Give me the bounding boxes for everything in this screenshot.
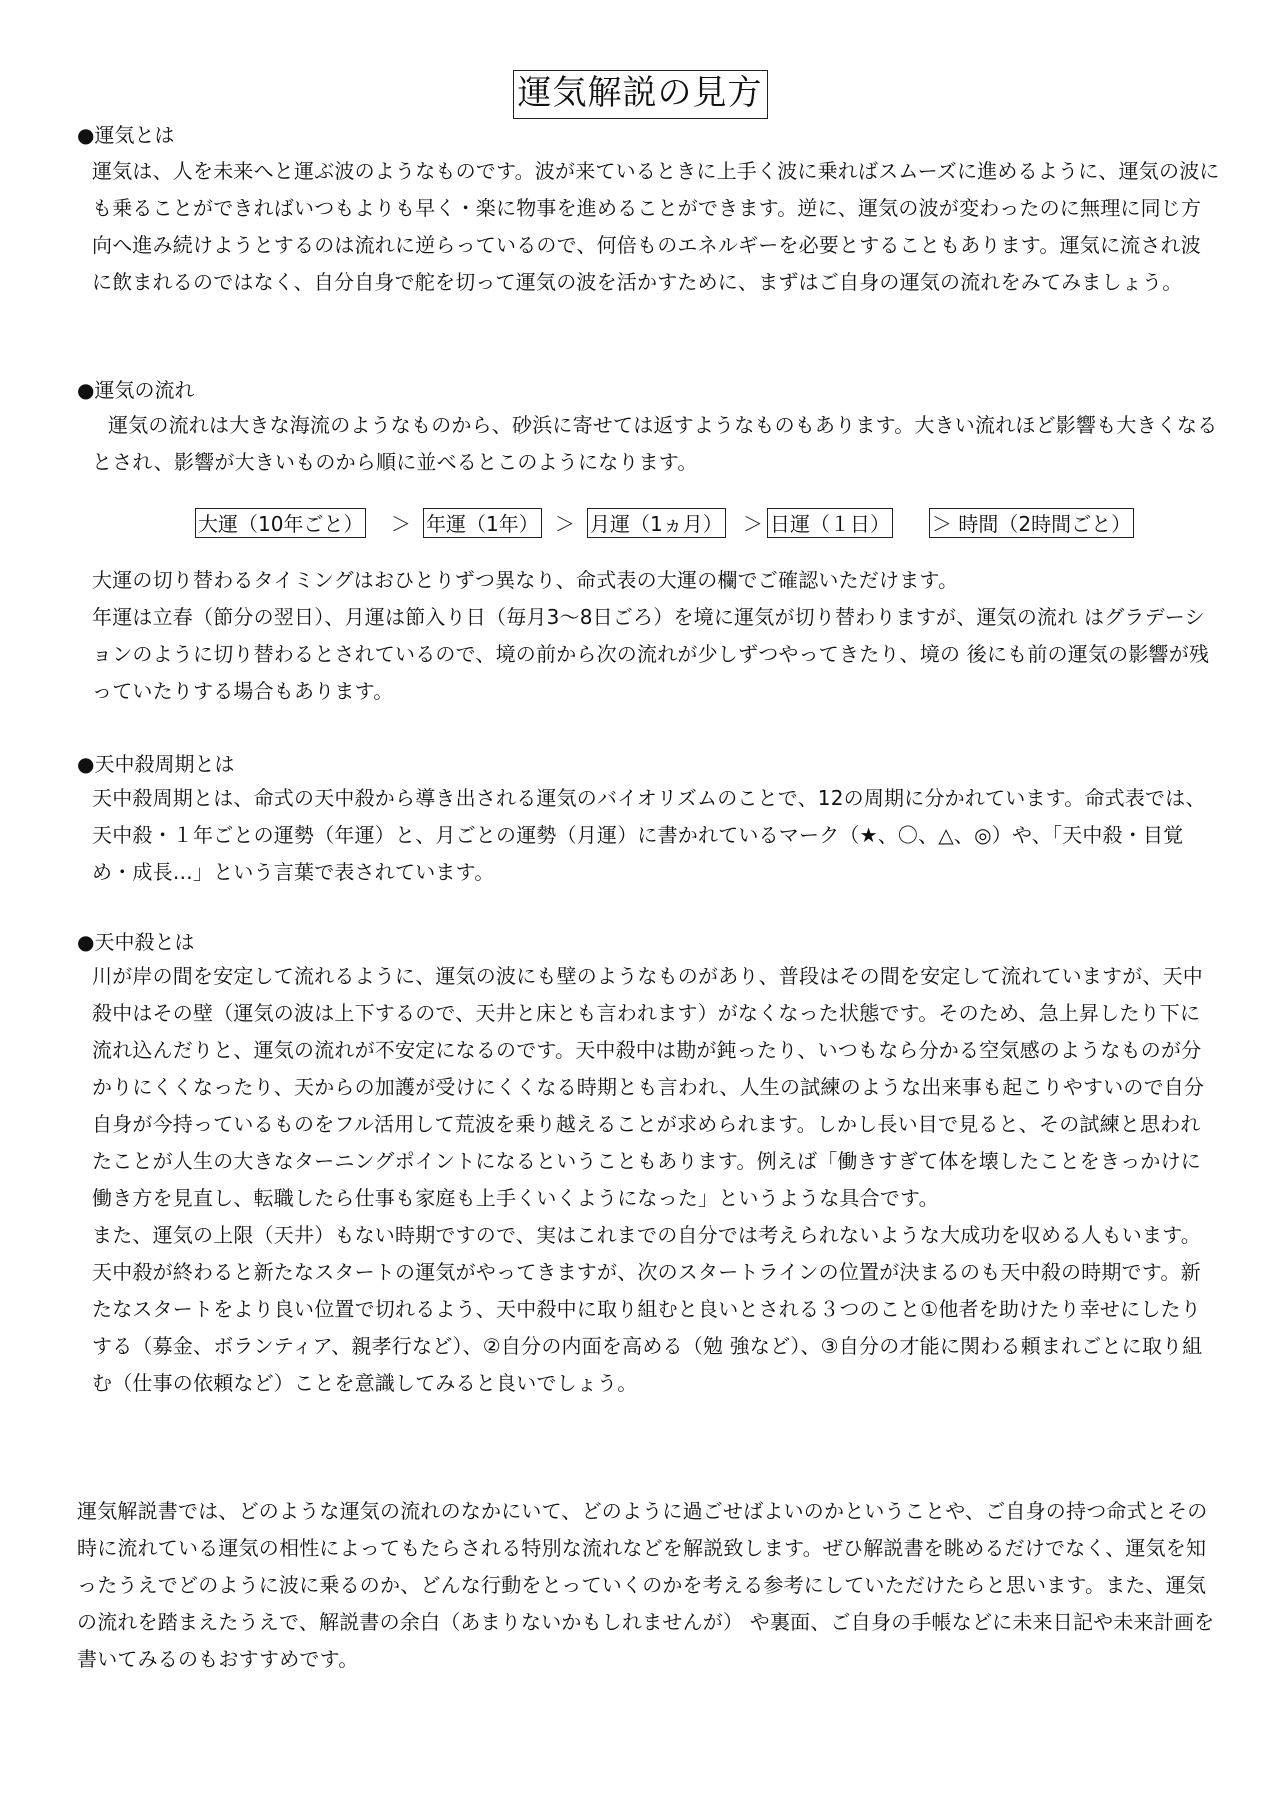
flow-item-jikan: ＞ 時間（2時間ごと）	[929, 508, 1134, 538]
section-heading-fortune: ●運気とは	[77, 123, 175, 147]
section-body-flow	[92, 407, 1220, 481]
closing-paragraph	[77, 1493, 1220, 1678]
title-container	[0, 70, 1280, 119]
section-heading-tenchusatsu-cycle: ●天中殺周期とは	[77, 752, 235, 776]
section-body-fortune	[92, 153, 1220, 301]
paragraph: 川が岸の間を安定して流れるように、運気の波にも壁のようなものがあり、普段はその間を安定して流れていますが、天中殺中はその壁（運気の波は上下するので、天井と床とも言われます）がなくなった状態です。そのため、急上昇したり下に流れ込んだりと、運気の流れが不安定になるのです。天中殺中は勘が鈍ったり、いつもなら分かる空気感のようなものが分かりにくくなったり、天からの加護が受けにくくなる時期とも言われ、人生の試練のような出来事も起こりやすいので自分自身が今持っているものをフル活用して荒波を乗り越えることが求められます。しかし長い目で見ると、その試練と思われたことが人生の大きなターニングポイントになるということもあります。例えば「働きすぎて体を壊したことをきっかけに働き方を見直し、転職したら仕事も家庭も上手くいくようになった」というような具合です。	[92, 964, 1205, 1210]
section-body-flow-details	[92, 562, 1220, 710]
section-body-tenchusatsu	[92, 958, 1220, 1402]
paragraph: 運気の流れは大きな海流のようなものから、砂浜に寄せては返すようなものもあります。大きい流れほど影響も大きくなるとされ、影響が大きいものから順に並べるとこのようになります。	[92, 413, 1218, 474]
page-title: 運気解説の見方	[513, 70, 768, 119]
flow-separator: ＞	[391, 512, 411, 536]
section-heading-flow: ●運気の流れ	[77, 378, 195, 402]
section-heading-tenchusatsu: ●天中殺とは	[77, 930, 195, 954]
flow-item-getsuun: 月運（1ヵ月）	[587, 508, 726, 538]
section-body-tenchusatsu-cycle	[92, 780, 1220, 891]
flow-separator: ＞	[555, 512, 575, 536]
paragraph: 運気解説書では、どのような運気の流れのなかにいて、どのように過ごせばよいのかということや、ご自身の持つ命式とその時に流れている運気の相性によってもたらされる特別な流れなどを解説致します。ぜひ解説書を眺めるだけでなく、運気を知ったうえでどのように波に乗るのか、どんな行動をとっていくのかを考える参考にしていただけたらと思います。また、運気の流れを踏まえたうえで、解説書の余白（あまりないかもしれませんが） や裏面、ご自身の手帳などに未来日記や未来計画を書いてみるのもおすすめです。	[77, 1499, 1215, 1671]
paragraph: 天中殺周期とは、命式の天中殺から導き出される運気のバイオリズムのことで、12の周期に分かれています。命式表では、天中殺・１年ごとの運勢（年運）と、月ごとの運勢（月運）に書かれているマーク（★、〇、△、◎）や、「天中殺・目覚め・成長…」という言葉で表されています。	[92, 786, 1206, 884]
flow-item-nichiun: 日運（１日）	[767, 508, 893, 538]
paragraph: また、運気の上限（天井）もない時期ですので、実はこれまでの自分では考えられないような大成功を収める人もいます。天中殺が終わると新たなスタートの運気がやってきますが、次のスタートラインの位置が決まるのも天中殺の時期です。新たなスタートをより良い位置で切れるよう、天中殺中に取り組むと良いとされる３つのこと①他者を助けたり幸せにしたりする（募金、ボランティア、親孝行など）、②自分の内面を高める（勉 強など）、③自分の才能に関わる頼まれごとに取り組む（仕事の依頼など）ことを意識してみると良いでしょう。	[92, 1223, 1203, 1395]
flow-separator: ＞	[743, 512, 763, 536]
paragraph: 年運は立春（節分の翌日）、月運は節入り日（毎月3〜8日ごろ）を境に運気が切り替わりますが、運気の流れ はグラデーションのように切り替わるとされているので、境の前から次の流れが少しずつやってきたり、境の 後にも前の運気の影響が残っていたりする場合もあります。	[92, 605, 1210, 703]
flow-item-nenun: 年運（1年）	[423, 508, 542, 538]
paragraph: 運気は、人を未来へと運ぶ波のようなものです。波が来ているときに上手く波に乗ればスムーズに進めるように、運気の波にも乗ることができればいつもよりも早く・楽に物事を進めることができます。逆に、運気の波が変わったのに無理に同じ方向へ進み続けようとするのは流れに逆らっているので、何倍ものエネルギーを必要とすることもあります。運気に流され波に飲まれるのではなく、自分自身で舵を切って運気の波を活かすために、まずはご自身の運気の流れをみてみましょう。	[92, 159, 1220, 294]
paragraph: 大運の切り替わるタイミングはおひとりずつ異なり、命式表の大運の欄でご確認いただけます。	[92, 568, 959, 592]
flow-item-daiun: 大運（10年ごと）	[195, 508, 366, 538]
